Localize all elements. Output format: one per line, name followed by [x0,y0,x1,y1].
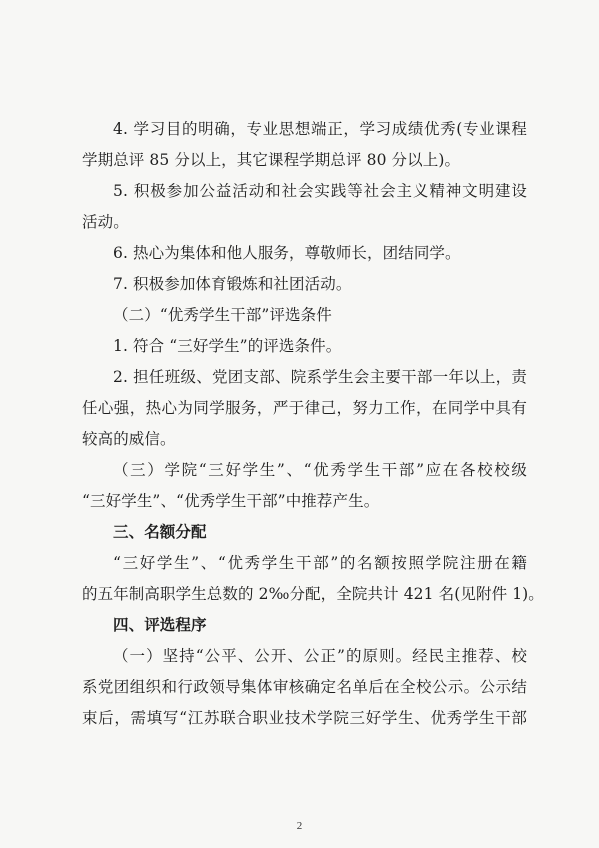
cadre-criterion-2-line-1: 2. 担任班级、党团支部、院系学生会主要干部一年以上，责 [113,368,527,386]
procedure-line-1: （一）坚持“公平、公开、公正”的原则。经民主推荐、校 [113,647,527,665]
section-3-line-2: “三好学生”、“优秀学生干部”中推荐产生。 [82,492,380,510]
section-2-heading: （二）“优秀学生干部”评选条件 [113,306,332,324]
cadre-criterion-2-line-3: 较高的威信。 [82,430,176,448]
selection-procedure-heading: 四、评选程序 [113,615,207,634]
procedure-line-3: 束后，需填写“江苏联合职业技术学院三好学生、优秀学生干部 [82,709,527,727]
section-3-line-1: （三）学院“三好学生”、“优秀学生干部”应在各校校级 [113,461,527,479]
quota-allocation-heading: 三、名额分配 [113,522,207,541]
cadre-criterion-1: 1. 符合 “三好学生”的评选条件。 [113,337,342,355]
page-number: 2 [296,820,303,832]
criterion-7: 7. 积极参加体育锻炼和社团活动。 [113,275,352,293]
criterion-6: 6. 热心为集体和他人服务，尊敬师长，团结同学。 [113,244,461,262]
quota-line-2: 的五年制高职学生总数的 2‰分配，全院共计 421 名(见附件 1)。 [82,585,544,603]
procedure-line-2: 系党团组织和行政领导集体审核确定名单后在全校公示。公示结 [82,678,527,696]
quota-line-1: “三好学生”、“优秀学生干部”的名额按照学院注册在籍 [113,554,527,572]
criterion-5-line-1: 5. 积极参加公益活动和社会实践等社会主义精神文明建设 [113,182,527,200]
criterion-5-line-2: 活动。 [82,213,129,231]
criterion-4-line-1: 4. 学习目的明确，专业思想端正，学习成绩优秀(专业课程 [113,120,527,138]
cadre-criterion-2-line-2: 任心强，热心为同学服务，严于律己，努力工作，在同学中具有 [82,399,527,417]
criterion-4-line-2: 学期总评 85 分以上，其它课程学期总评 80 分以上)。 [82,151,461,169]
